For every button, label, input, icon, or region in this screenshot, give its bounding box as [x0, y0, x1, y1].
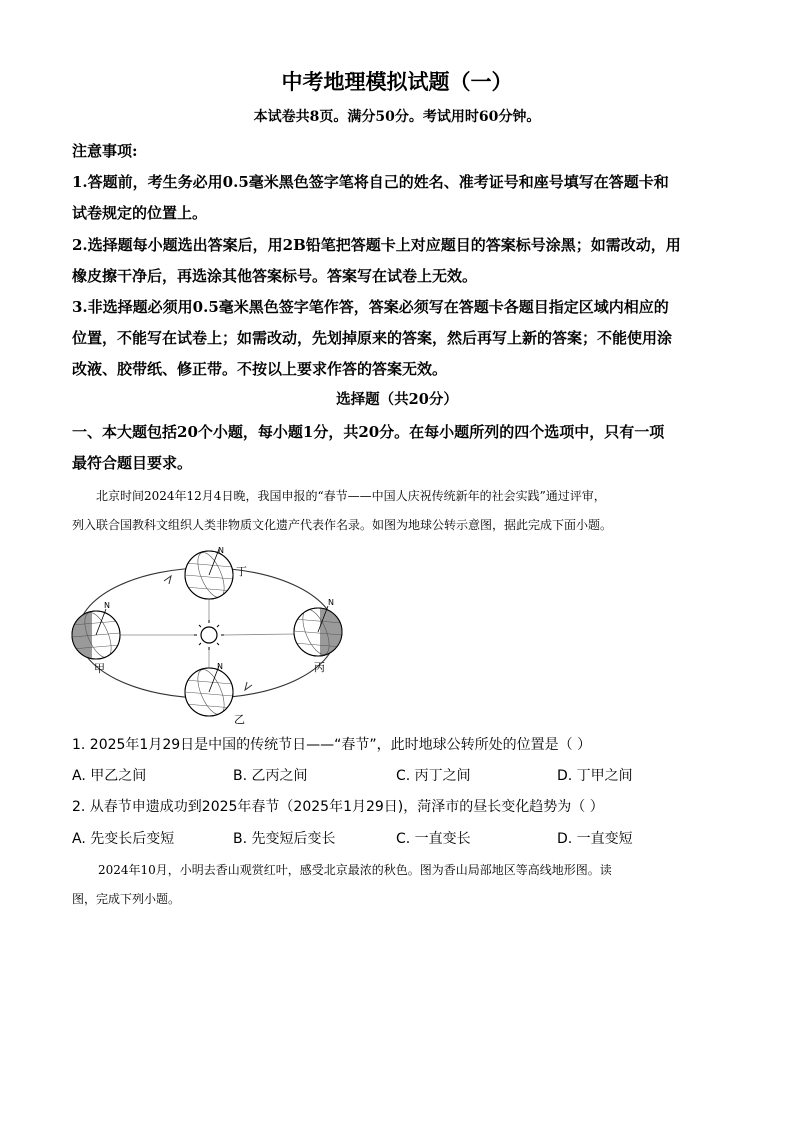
- svg-text:N: N: [104, 601, 110, 610]
- sun-ray: [224, 634, 294, 635]
- notice-line: 改液、胶带纸、修正带。不按以上要求作答的答案无效。: [72, 360, 448, 378]
- label-bing: 丙: [314, 661, 325, 674]
- passage-line: 2024年10月，小明去香山观赏红叶，感受北京最浓的秋色。图为香山局部地区等高线地形图。读: [98, 863, 612, 877]
- q2-option-d: D. 一直变短: [557, 831, 633, 847]
- label-ding: 丁: [236, 565, 247, 578]
- q2-option-b: B. 先变短后变长: [233, 831, 336, 847]
- exam-info: 本试卷共8页。满分50分。考试用时60分钟。: [253, 109, 541, 125]
- part-one-instruction: 最符合题目要求。: [72, 454, 193, 472]
- q1-option-a: A. 甲乙之间: [72, 768, 147, 784]
- svg-text:N: N: [218, 546, 224, 555]
- notice-line: 1.答题前，考生务必用0.5毫米黑色签字笔将自己的姓名、准考证号和座号填写在答题卡和: [72, 173, 669, 191]
- passage-line: 列入联合国教科文组织人类非物质文化遗产代表作名录。如图为地球公转示意图，据此完成下面小题。: [72, 518, 613, 532]
- svg-text:N: N: [217, 662, 223, 671]
- notice-line: 位置，不能写在试卷上；如需改动，先划掉原来的答案，然后再写上新的答案；不能使用涂: [72, 329, 673, 347]
- passage-line: 北京时间2024年12月4日晚，我国申报的“春节——中国人庆祝传统新年的社会实践”通过评审，: [96, 489, 606, 503]
- q2-option-a: A. 先变长后变短: [72, 831, 175, 847]
- earth-position-jia: [72, 601, 120, 661]
- q2-option-c: C. 一直变长: [396, 831, 471, 847]
- question-1-stem: 1. 2025年1月29日是中国的传统节日——“春节”，此时地球公转所处的位置是（ ）: [72, 737, 592, 753]
- orbit-arrow: [164, 576, 171, 584]
- page-title: 中考地理模拟试题（一）: [281, 69, 513, 94]
- earth-position-yi: [185, 662, 233, 718]
- earth-position-ding: [185, 546, 233, 601]
- earth-revolution-diagram: [66, 545, 356, 725]
- notice-heading: 注意事项:: [72, 142, 138, 160]
- notice-line: 试卷规定的位置上。: [72, 204, 208, 222]
- notice-line: 2.选择题每小题选出答案后，用2B铅笔把答题卡上对应题目的答案标号涂黑；如需改动，用: [72, 236, 681, 254]
- notice-line: 橡皮擦干净后，再选涂其他答案标号。答案写在试卷上无效。: [72, 267, 478, 285]
- sun-icon: [194, 620, 224, 650]
- orbit-arrow: [245, 682, 252, 690]
- passage-line: 图，完成下列小题。: [72, 892, 181, 906]
- question-2-stem: 2. 从春节申遗成功到2025年春节（2025年1月29日)，菏泽市的昼长变化趋势为（ ）: [72, 799, 604, 815]
- q1-option-b: B. 乙丙之间: [233, 768, 308, 784]
- label-jia: 甲: [94, 662, 105, 675]
- label-yi: 乙: [234, 713, 245, 725]
- q1-option-c: C. 丙丁之间: [396, 768, 471, 784]
- section-title: 选择题（共20分）: [336, 391, 458, 408]
- earth-position-bing: [294, 598, 344, 658]
- q1-option-d: D. 丁甲之间: [557, 768, 633, 784]
- svg-text:N: N: [328, 598, 334, 607]
- notice-line: 3.非选择题必须用0.5毫米黑色签字笔作答，答案必须写在答题卡各题目指定区域内相应的: [72, 298, 669, 316]
- part-one-instruction: 一、本大题包括20个小题，每小题1分，共20分。在每小题所列的四个选项中，只有一项: [72, 423, 665, 441]
